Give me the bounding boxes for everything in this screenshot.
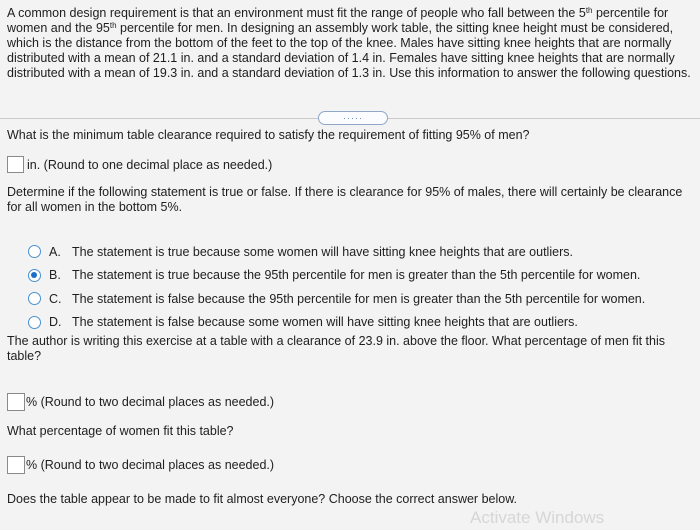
option-b[interactable] — [28, 264, 645, 288]
activate-windows-watermark: Activate Windows — [470, 508, 605, 527]
question-4-answer-input[interactable] — [7, 456, 25, 474]
option-b-letter: B. — [49, 268, 61, 283]
question-3-answer-line — [7, 393, 274, 411]
intro-text-2: percentile for women and the 95 — [7, 6, 669, 35]
option-b-text: The statement is true because the 95th percentile for men is greater than the 5th percentile for women. — [72, 268, 641, 283]
option-d-letter: D. — [49, 315, 62, 330]
option-d[interactable] — [28, 311, 645, 335]
intro-text-1: A common design requirement is that an environment must fit the range of people who fall between the 5 — [7, 6, 586, 20]
question-5-text: Does the table appear to be made to fit almost everyone? Choose the correct answer below. — [7, 492, 518, 506]
question-1-hint: in. (Round to one decimal place as needed.) — [27, 157, 273, 172]
question-3-answer-input[interactable] — [7, 393, 25, 411]
question-3-text: The author is writing this exercise at a table with a clearance of 23.9 in. above the floor. What percentage of men fit this table? — [7, 334, 665, 363]
option-c-text: The statement is false because the 95th percentile for men is greater than the 5th percentile for women. — [72, 291, 646, 306]
option-d-text: The statement is false because some women will have sitting knee heights that are outliers. — [72, 315, 578, 330]
question-3-hint: % (Round to two decimal places as needed.) — [26, 395, 275, 409]
intro-sup-1: th — [585, 6, 593, 15]
option-a-radio[interactable] — [28, 245, 41, 258]
option-b-radio-selected[interactable] — [28, 269, 41, 282]
problem-intro — [7, 6, 695, 81]
option-a-letter: A. — [49, 244, 61, 259]
question-4-hint: % (Round to two decimal places as needed.) — [26, 458, 275, 472]
question-1-answer-input[interactable] — [7, 156, 24, 173]
option-c[interactable] — [28, 287, 645, 311]
option-d-radio[interactable] — [28, 316, 41, 329]
question-4-answer-line — [7, 456, 274, 474]
question-1-text: What is the minimum table clearance required to satisfy the requirement of fitting 95% of men? — [7, 128, 530, 142]
expand-more-button[interactable]: ····· — [318, 111, 388, 125]
option-c-radio[interactable] — [28, 292, 41, 305]
intro-text-3: percentile for men. In designing an assembly work table, the sitting knee height must be considered, which is the distance from the bottom of the feet to the top of the knee. Males have sitting knee heights that are normally distributed with a mean of 21.1 in. and a standard deviation of 1.4 in. Females have sitting knee heights that are normally distributed with a mean of 19.3 in. and a standard deviation of 1.3 in. Use this information to answer the following questions. — [7, 21, 691, 80]
question-1-answer-line — [7, 156, 272, 173]
option-a[interactable] — [28, 240, 645, 264]
intro-sup-2: th — [109, 21, 117, 30]
question-4-text: What percentage of women fit this table? — [7, 424, 234, 438]
option-c-letter: C. — [49, 291, 62, 306]
option-a-text: The statement is true because some women will have sitting knee heights that are outliers. — [72, 244, 573, 259]
question-2-text: Determine if the following statement is true or false. If there is clearance for 95% of males, there will certainly be clearance for all women in the bottom 5%. — [7, 185, 683, 214]
question-2-options — [28, 240, 645, 334]
